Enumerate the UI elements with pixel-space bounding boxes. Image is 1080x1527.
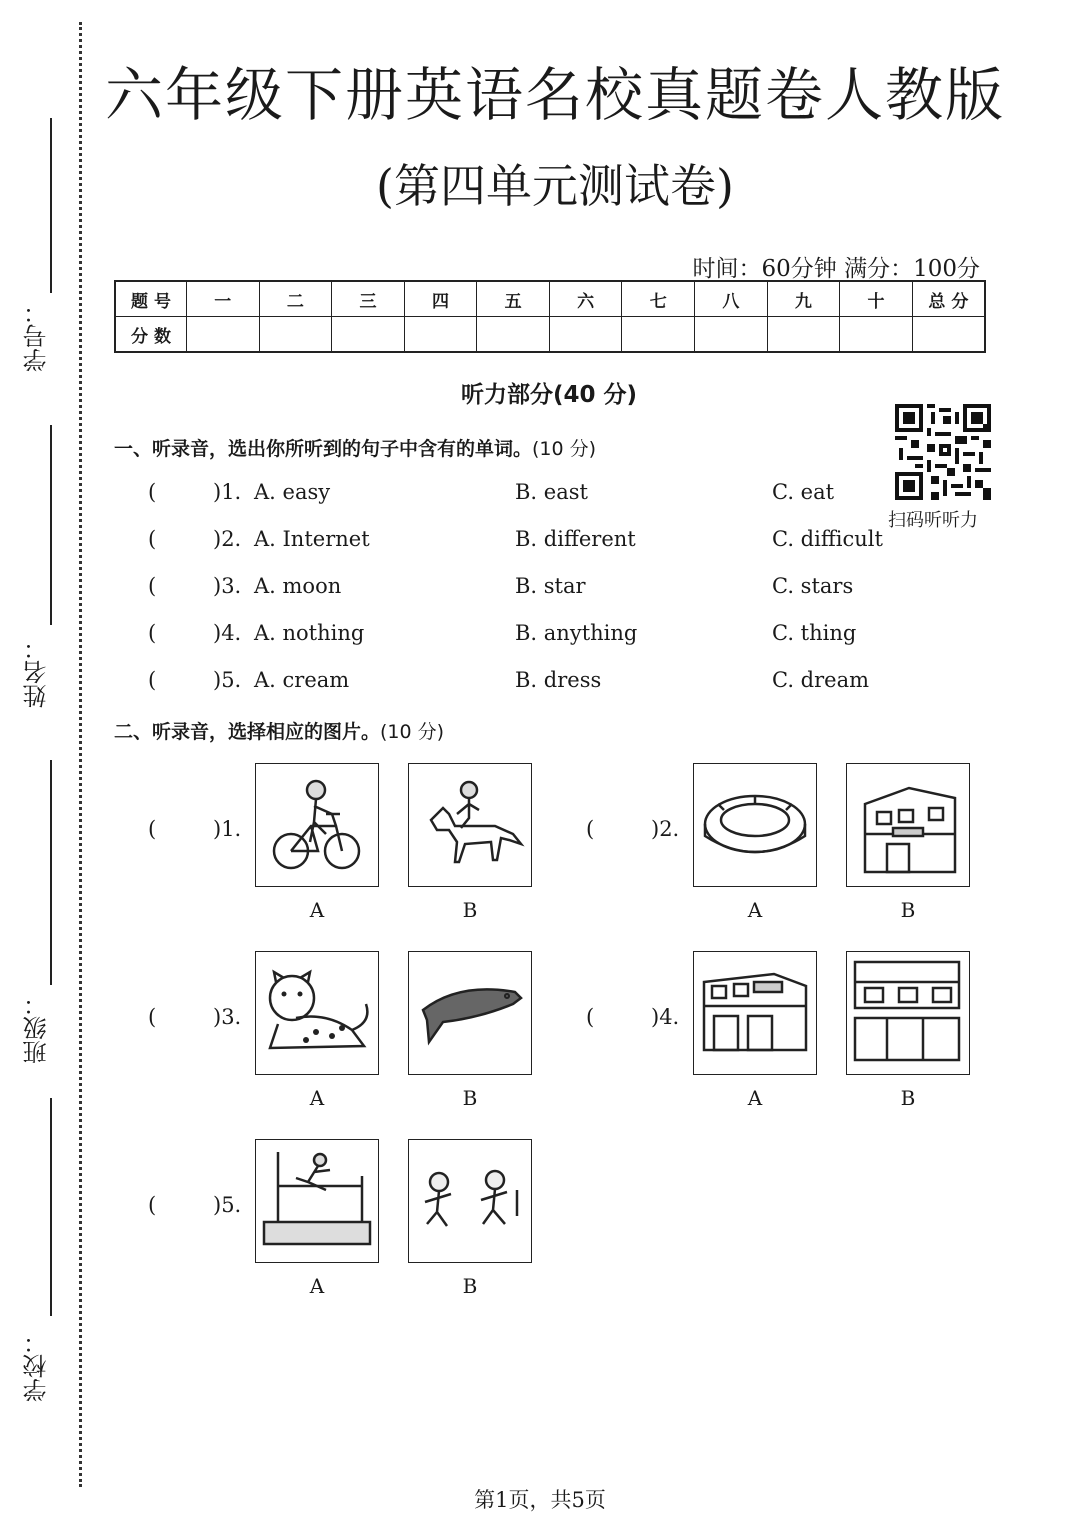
answer-paren[interactable]: ( bbox=[148, 527, 157, 551]
boy-riding-bike-icon[interactable] bbox=[255, 763, 379, 887]
boy-riding-horse-icon[interactable] bbox=[408, 763, 532, 887]
option-label-a: A bbox=[747, 898, 763, 922]
option-b: B. east bbox=[515, 480, 588, 504]
option-c: C. dream bbox=[772, 668, 870, 692]
class-label: 班级： bbox=[23, 992, 51, 1064]
time-info: 时间：60分钟 满分：100分 bbox=[692, 256, 980, 282]
score-col: 六 bbox=[549, 281, 622, 317]
qr-code-label: 扫码听听力 bbox=[888, 510, 978, 531]
score-cell[interactable] bbox=[695, 317, 768, 353]
option-a: A. nothing bbox=[254, 621, 365, 645]
answer-paren[interactable]: ( bbox=[586, 817, 595, 841]
option-label-a: A bbox=[309, 898, 325, 922]
option-label-b: B bbox=[900, 898, 916, 922]
score-cell[interactable] bbox=[840, 317, 913, 353]
name-line[interactable] bbox=[50, 425, 52, 625]
score-col: 五 bbox=[477, 281, 550, 317]
option-a: A. Internet bbox=[254, 527, 370, 551]
score-table-score-header: 分 数 bbox=[115, 317, 187, 353]
answer-paren[interactable]: ( bbox=[586, 1005, 595, 1029]
score-col: 二 bbox=[259, 281, 332, 317]
option-b: B. different bbox=[515, 527, 636, 551]
shop-building-icon[interactable] bbox=[846, 763, 970, 887]
score-table-score-row bbox=[115, 317, 985, 353]
shop-building-icon[interactable] bbox=[693, 951, 817, 1075]
leopard-icon[interactable] bbox=[255, 951, 379, 1075]
option-label-b: B bbox=[462, 898, 478, 922]
score-cell[interactable] bbox=[332, 317, 405, 353]
score-cell[interactable] bbox=[622, 317, 695, 353]
market-stalls-icon[interactable] bbox=[846, 951, 970, 1075]
question-number: )5. bbox=[213, 668, 242, 692]
part2-instruction: 二、听录音，选择相应的图片。 bbox=[114, 721, 381, 743]
option-label-b: B bbox=[900, 1086, 916, 1110]
part1-title bbox=[114, 434, 596, 461]
part2-title bbox=[114, 717, 444, 744]
option-a: A. moon bbox=[254, 574, 342, 598]
class-line[interactable] bbox=[50, 760, 52, 985]
score-cell[interactable] bbox=[477, 317, 550, 353]
question-number: )2. bbox=[651, 817, 680, 841]
option-b: B. star bbox=[515, 574, 586, 598]
score-table-header-row bbox=[115, 281, 985, 317]
score-cell[interactable] bbox=[404, 317, 477, 353]
page-footer: 第1页，共5页 bbox=[474, 1488, 606, 1512]
answer-paren[interactable]: ( bbox=[148, 574, 157, 598]
question-number: )2. bbox=[213, 527, 242, 551]
page-subtitle: (第四单元测试卷) bbox=[376, 159, 734, 213]
school-label: 学校： bbox=[23, 1330, 51, 1402]
answer-paren[interactable]: ( bbox=[148, 621, 157, 645]
option-b: B. anything bbox=[515, 621, 638, 645]
score-cell[interactable] bbox=[187, 317, 260, 353]
question-number: )4. bbox=[651, 1005, 680, 1029]
option-b: B. dress bbox=[515, 668, 602, 692]
qr-code-icon[interactable] bbox=[895, 404, 991, 500]
part1-score: (10 分) bbox=[532, 438, 597, 460]
page-title: 六年级下册英语名校真题卷人教版 bbox=[104, 61, 1005, 129]
option-label-a: A bbox=[309, 1274, 325, 1298]
answer-paren[interactable]: ( bbox=[148, 817, 157, 841]
score-table-header: 题 号 bbox=[115, 281, 187, 317]
part1-instruction: 一、听录音，选出你所听到的句子中含有的单词。 bbox=[114, 438, 533, 460]
score-col: 四 bbox=[404, 281, 477, 317]
option-label-b: B bbox=[462, 1274, 478, 1298]
question-number: )3. bbox=[213, 1005, 242, 1029]
score-table bbox=[114, 280, 986, 353]
stadium-icon[interactable] bbox=[693, 763, 817, 887]
score-col: 八 bbox=[695, 281, 768, 317]
kids-running-icon[interactable] bbox=[408, 1139, 532, 1263]
answer-paren[interactable]: ( bbox=[148, 668, 157, 692]
binding-dotted-line bbox=[79, 22, 82, 1487]
question-number: )3. bbox=[213, 574, 242, 598]
score-col: 七 bbox=[622, 281, 695, 317]
high-jump-icon[interactable] bbox=[255, 1139, 379, 1263]
student-id-label: 学号： bbox=[23, 300, 51, 372]
score-col: 十 bbox=[840, 281, 913, 317]
option-c: C. stars bbox=[772, 574, 854, 598]
question-number: )1. bbox=[213, 817, 242, 841]
score-cell-total[interactable] bbox=[912, 317, 985, 353]
score-col: 三 bbox=[332, 281, 405, 317]
score-col-total: 总 分 bbox=[912, 281, 985, 317]
score-col: 一 bbox=[187, 281, 260, 317]
option-label-b: B bbox=[462, 1086, 478, 1110]
question-number: )1. bbox=[213, 480, 242, 504]
option-a: A. easy bbox=[254, 480, 331, 504]
score-cell[interactable] bbox=[549, 317, 622, 353]
score-col: 九 bbox=[767, 281, 840, 317]
score-cell[interactable] bbox=[767, 317, 840, 353]
score-cell[interactable] bbox=[259, 317, 332, 353]
question-number: )5. bbox=[213, 1193, 242, 1217]
option-a: A. cream bbox=[254, 668, 350, 692]
question-number: )4. bbox=[213, 621, 242, 645]
option-label-a: A bbox=[747, 1086, 763, 1110]
option-c: C. eat bbox=[772, 480, 835, 504]
answer-paren[interactable]: ( bbox=[148, 1005, 157, 1029]
listening-section-title: 听力部分(40 分) bbox=[460, 382, 638, 408]
whale-icon[interactable] bbox=[408, 951, 532, 1075]
option-c: C. difficult bbox=[772, 527, 883, 551]
name-label: 姓名： bbox=[23, 636, 51, 708]
school-line[interactable] bbox=[50, 1098, 52, 1316]
answer-paren[interactable]: ( bbox=[148, 1193, 157, 1217]
option-label-a: A bbox=[309, 1086, 325, 1110]
option-c: C. thing bbox=[772, 621, 857, 645]
answer-paren[interactable]: ( bbox=[148, 480, 157, 504]
part2-score: (10 分) bbox=[380, 721, 445, 743]
